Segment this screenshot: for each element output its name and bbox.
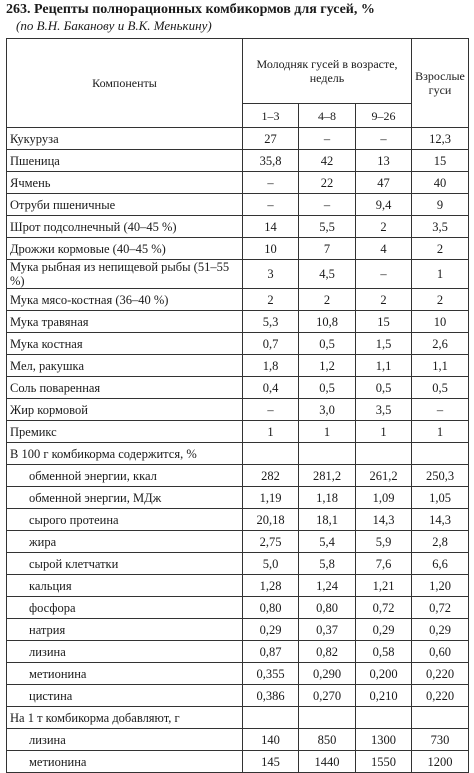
table-row <box>7 333 469 355</box>
value-cell: 0,5 <box>356 377 412 399</box>
value-cell: 261,2 <box>356 465 412 487</box>
value-cell: 0,4 <box>243 377 299 399</box>
value-cell: – <box>356 128 412 150</box>
value-cell: 0,5 <box>412 377 469 399</box>
table-row <box>7 729 469 751</box>
row-label: Мука рыбная из непищевой рыбы (51–55 %) <box>7 260 243 289</box>
empty-cell <box>243 443 299 465</box>
row-label: натрия <box>7 619 243 641</box>
header-age-col: 1–3 <box>243 104 299 128</box>
empty-cell <box>356 707 412 729</box>
row-label: Мука костная <box>7 333 243 355</box>
value-cell: 7,6 <box>356 553 412 575</box>
empty-cell <box>299 707 356 729</box>
row-label: сырой клетчатки <box>7 553 243 575</box>
row-label: Премикс <box>7 421 243 443</box>
value-cell: 1 <box>356 421 412 443</box>
table-row <box>7 377 469 399</box>
row-label: Кукуруза <box>7 128 243 150</box>
value-cell: 18,1 <box>299 509 356 531</box>
section-row <box>7 707 469 729</box>
additives-section-label: На 1 т комбикорма добавляют, г <box>7 707 243 729</box>
table-subtitle: (по В.Н. Баканову и В.К. Менькину) <box>16 18 212 33</box>
table-row <box>7 751 469 773</box>
value-cell: 1,2 <box>299 355 356 377</box>
ingredients-body <box>7 128 469 443</box>
value-cell: 5,8 <box>299 553 356 575</box>
value-cell: 9 <box>412 194 469 216</box>
row-label: кальция <box>7 575 243 597</box>
empty-cell <box>243 707 299 729</box>
value-cell: 12,3 <box>412 128 469 150</box>
table-row <box>7 487 469 509</box>
content-section-label: В 100 г комбикорма содержится, % <box>7 443 243 465</box>
value-cell: 42 <box>299 150 356 172</box>
row-label: лизина <box>7 641 243 663</box>
value-cell: 0,386 <box>243 685 299 707</box>
table-row <box>7 355 469 377</box>
value-cell: 250,3 <box>412 465 469 487</box>
table-row <box>7 238 469 260</box>
content-body <box>7 443 469 707</box>
row-label: Шрот подсолнечный (40–45 %) <box>7 216 243 238</box>
value-cell: 0,5 <box>299 377 356 399</box>
value-cell: 282 <box>243 465 299 487</box>
row-label: цистина <box>7 685 243 707</box>
value-cell: 3,0 <box>299 399 356 421</box>
table-row <box>7 641 469 663</box>
empty-cell <box>412 707 469 729</box>
value-cell: 3 <box>243 260 299 289</box>
section-row <box>7 443 469 465</box>
value-cell: 0,60 <box>412 641 469 663</box>
value-cell: 850 <box>299 729 356 751</box>
value-cell: 1440 <box>299 751 356 773</box>
table-row <box>7 289 469 311</box>
value-cell: 1,1 <box>412 355 469 377</box>
table-row <box>7 663 469 685</box>
value-cell: 2 <box>412 238 469 260</box>
table-row <box>7 421 469 443</box>
additives-body <box>7 707 469 773</box>
value-cell: 0,200 <box>356 663 412 685</box>
row-label: Пшеница <box>7 150 243 172</box>
value-cell: 15 <box>356 311 412 333</box>
table-row <box>7 553 469 575</box>
value-cell: 10 <box>412 311 469 333</box>
table-row <box>7 311 469 333</box>
table-row <box>7 597 469 619</box>
value-cell: 1,8 <box>243 355 299 377</box>
header-age-col: 9–26 <box>356 104 412 128</box>
table-row <box>7 260 469 289</box>
table-row <box>7 150 469 172</box>
value-cell: 1300 <box>356 729 412 751</box>
value-cell: 0,72 <box>412 597 469 619</box>
value-cell: 0,29 <box>412 619 469 641</box>
value-cell: 0,7 <box>243 333 299 355</box>
value-cell: 0,82 <box>299 641 356 663</box>
value-cell: 0,270 <box>299 685 356 707</box>
value-cell: 27 <box>243 128 299 150</box>
value-cell: 6,6 <box>412 553 469 575</box>
value-cell: 1200 <box>412 751 469 773</box>
value-cell: 0,80 <box>243 597 299 619</box>
table-row <box>7 685 469 707</box>
row-label: Ячмень <box>7 172 243 194</box>
row-label: Отруби пшеничные <box>7 194 243 216</box>
value-cell: 1,24 <box>299 575 356 597</box>
value-cell: 3,5 <box>356 399 412 421</box>
empty-cell <box>356 443 412 465</box>
value-cell: 14,3 <box>356 509 412 531</box>
header-components: Компоненты <box>7 39 243 128</box>
value-cell: 2 <box>299 289 356 311</box>
value-cell: 140 <box>243 729 299 751</box>
row-label: жира <box>7 531 243 553</box>
row-label: лизина <box>7 729 243 751</box>
table-row <box>7 531 469 553</box>
table-row <box>7 194 469 216</box>
value-cell: 1 <box>412 421 469 443</box>
row-label: Мука мясо-костная (36–40 %) <box>7 289 243 311</box>
value-cell: 281,2 <box>299 465 356 487</box>
value-cell: 7 <box>299 238 356 260</box>
value-cell: 1,28 <box>243 575 299 597</box>
value-cell: 1 <box>412 260 469 289</box>
empty-cell <box>412 443 469 465</box>
value-cell: 1 <box>243 421 299 443</box>
value-cell: 0,87 <box>243 641 299 663</box>
value-cell: 0,58 <box>356 641 412 663</box>
value-cell: 1550 <box>356 751 412 773</box>
value-cell: 2,6 <box>412 333 469 355</box>
table-row <box>7 399 469 421</box>
value-cell: 4,5 <box>299 260 356 289</box>
value-cell: 1,20 <box>412 575 469 597</box>
recipes-table <box>6 38 469 773</box>
value-cell: 2,75 <box>243 531 299 553</box>
value-cell: 5,3 <box>243 311 299 333</box>
value-cell: 0,29 <box>243 619 299 641</box>
row-label: метионина <box>7 663 243 685</box>
empty-cell <box>299 443 356 465</box>
value-cell: – <box>356 260 412 289</box>
value-cell: 2 <box>356 216 412 238</box>
value-cell: 20,18 <box>243 509 299 531</box>
value-cell: 3,5 <box>412 216 469 238</box>
value-cell: 0,355 <box>243 663 299 685</box>
row-label: Мука травяная <box>7 311 243 333</box>
table-title: 263. Рецепты полнорационных комбикормов для гусей, % <box>6 2 375 17</box>
row-label: Дрожжи кормовые (40–45 %) <box>7 238 243 260</box>
value-cell: 0,72 <box>356 597 412 619</box>
value-cell: 1 <box>299 421 356 443</box>
value-cell: 22 <box>299 172 356 194</box>
value-cell: 9,4 <box>356 194 412 216</box>
row-label: Жир кормовой <box>7 399 243 421</box>
value-cell: 5,0 <box>243 553 299 575</box>
value-cell: 0,37 <box>299 619 356 641</box>
value-cell: 1,09 <box>356 487 412 509</box>
row-label: сырого протеина <box>7 509 243 531</box>
value-cell: 0,290 <box>299 663 356 685</box>
value-cell: 5,5 <box>299 216 356 238</box>
table-row <box>7 575 469 597</box>
value-cell: 4 <box>356 238 412 260</box>
value-cell: 1,21 <box>356 575 412 597</box>
value-cell: 1,19 <box>243 487 299 509</box>
value-cell: 10 <box>243 238 299 260</box>
header-age-col: 4–8 <box>299 104 356 128</box>
table-row <box>7 172 469 194</box>
value-cell: – <box>243 172 299 194</box>
value-cell: 2 <box>243 289 299 311</box>
value-cell: 0,5 <box>299 333 356 355</box>
value-cell: 13 <box>356 150 412 172</box>
row-label: Мел, ракушка <box>7 355 243 377</box>
row-label: метионина <box>7 751 243 773</box>
value-cell: 0,220 <box>412 685 469 707</box>
value-cell: 35,8 <box>243 150 299 172</box>
value-cell: 10,8 <box>299 311 356 333</box>
table-row <box>7 216 469 238</box>
table-row <box>7 509 469 531</box>
row-label: обменной энергии, МДж <box>7 487 243 509</box>
value-cell: – <box>299 128 356 150</box>
value-cell: 15 <box>412 150 469 172</box>
row-label: обменной энергии, ккал <box>7 465 243 487</box>
table-row <box>7 465 469 487</box>
value-cell: 14,3 <box>412 509 469 531</box>
value-cell: 0,220 <box>412 663 469 685</box>
value-cell: 14 <box>243 216 299 238</box>
value-cell: 2 <box>356 289 412 311</box>
value-cell: 2,8 <box>412 531 469 553</box>
value-cell: 730 <box>412 729 469 751</box>
value-cell: 1,1 <box>356 355 412 377</box>
table-row <box>7 128 469 150</box>
header-adult-geese: Взрослые гуси <box>412 39 469 128</box>
value-cell: 40 <box>412 172 469 194</box>
value-cell: 5,4 <box>299 531 356 553</box>
header-young-geese: Молодняк гусей в возрасте, недель <box>243 39 412 104</box>
value-cell: 1,05 <box>412 487 469 509</box>
value-cell: 0,80 <box>299 597 356 619</box>
value-cell: – <box>243 194 299 216</box>
row-label: Соль поваренная <box>7 377 243 399</box>
value-cell: 5,9 <box>356 531 412 553</box>
value-cell: – <box>243 399 299 421</box>
value-cell: 2 <box>412 289 469 311</box>
value-cell: 1,5 <box>356 333 412 355</box>
value-cell: 0,210 <box>356 685 412 707</box>
table-row <box>7 619 469 641</box>
value-cell: – <box>412 399 469 421</box>
value-cell: – <box>299 194 356 216</box>
row-label: фосфора <box>7 597 243 619</box>
value-cell: 47 <box>356 172 412 194</box>
value-cell: 1,18 <box>299 487 356 509</box>
value-cell: 145 <box>243 751 299 773</box>
value-cell: 0,29 <box>356 619 412 641</box>
